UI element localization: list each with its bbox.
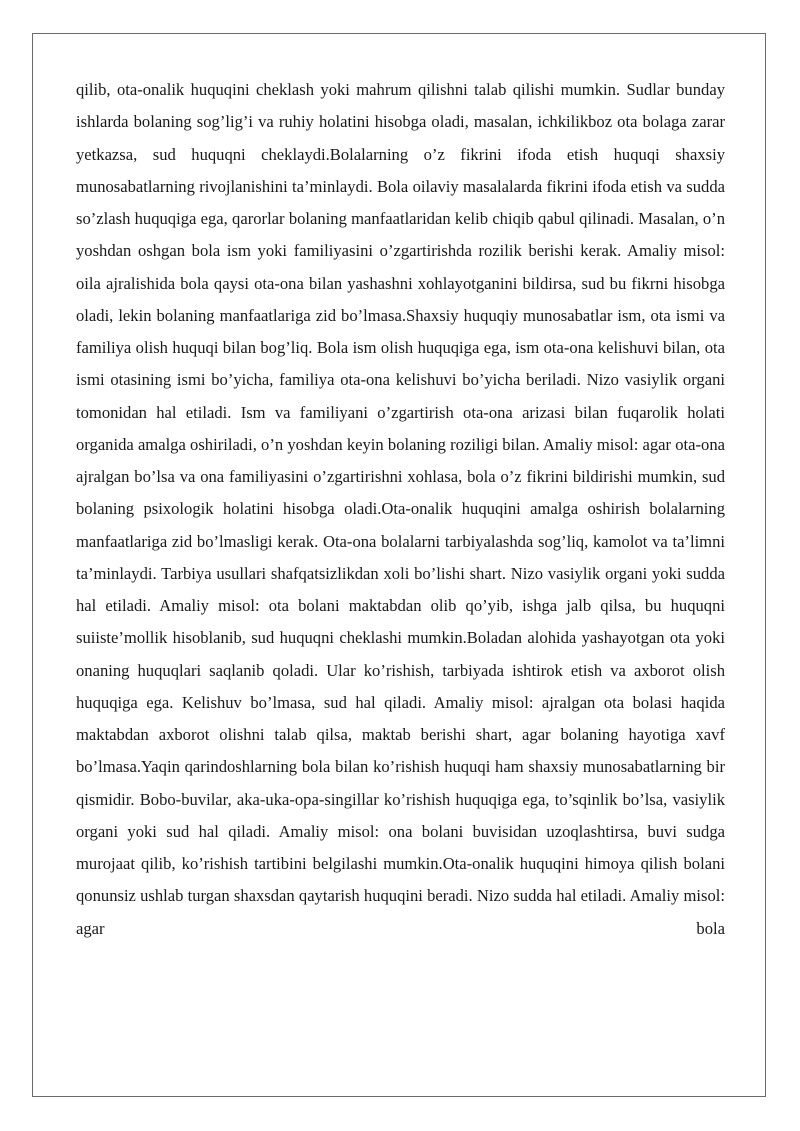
body-paragraph: qilib, ota-onalik huquqini cheklash yoki mahrum qilishni talab qilishi mumkin. Sudlar bunday ishlarda bolaning sog’lig’i va ruhiy holatini hisobga oladi, masalan, ichkilikboz ota bolaga zarar yetkazsa, sud huquqni cheklaydi.Bolalarning o’z fikrini ifoda etish huquqi shaxsiy munosabatlarning rivojlanishini ta’minlaydi. Bola oilaviy masalalarda fikrini ifoda etish va sudda so’zlash huquqiga ega, qarorlar bolaning manfaatlaridan kelib chiqib qabul qilinadi. Masalan, o’n yoshdan oshgan bola ism yoki familiyasini o’zgartirishda rozilik berishi kerak. Amaliy misol: oila ajralishida bola qaysi ota-ona bilan yashashni xohlayotganini bildirsa, sud bu fikrni hisobga oladi, lekin bolaning manfaatlariga zid bo’lmasa.Shaxsiy huquqiy munosabatlar ism, ota ismi va familiya olish huquqi bilan bog’liq. Bola ism olish huquqiga ega, ism ota-ona kelishuvi bilan, ota ismi otasining ismi bo’yicha, familiya ota-ona kelishuvi bo’yicha beriladi. Nizo vasiylik organi tomonidan hal etiladi. Ism va familiyani o’zgartirish ota-ona arizasi bilan fuqarolik holati organida amalga oshiriladi, o’n yoshdan keyin bolaning roziligi bilan. Amaliy misol: agar ota-ona ajralgan bo’lsa va ona familiyasini o’zgartirishni xohlasa, bola o’z fikrini bildirishi mumkin, sud bolaning psixologik holatini hisobga oladi.Ota-onalik huquqini amalga oshirish bolalarning manfaatlariga zid bo’lmasligi kerak. Ota-ona bolalarni tarbiyalashda sog’liq, kamolot va ta’limni ta’minlaydi. Tarbiya usullari shafqatsizlikdan xoli bo’lishi shart. Nizo vasiylik organi yoki sudda hal etiladi. Amaliy misol: ota bolani maktabdan olib qo’yib, ishga jalb qilsa, bu huquqni suiiste’mollik hisoblanib, sud huquqni cheklashi mumkin.Boladan alohida yashayotgan ota yoki onaning huquqlari saqlanib qoladi. Ular ko’rishish, tarbiyada ishtirok etish va axborot olish huquqiga ega. Kelishuv bo’lmasa, sud hal qiladi. Amaliy misol: ajralgan ota bolasi haqida maktabdan axborot olishni talab qilsa, maktab berishi shart, agar bolaning hayotiga xavf bo’lmasa.Yaqin qarindoshlarning bola bilan ko’rishish huquqi ham shaxsiy munosabatlarning bir qismidir. Bobo-buvilar, aka-uka-opa-singillar ko’rishish huquqiga ega, to’sqinlik bo’lsa, vasiylik organi yoki sud hal qiladi. Amaliy misol: ona bolani buvisidan uzoqlashtirsa, buvi sudga murojaat qilib, ko’rishish tartibini belgilashi mumkin.Ota-onalik huquqini himoya qilish bolani qonunsiz ushlab turgan shaxsdan qaytarish huquqini beradi. Nizo sudda hal etiladi. Amaliy misol: agar bola bbox=[76, 80, 725, 938]
